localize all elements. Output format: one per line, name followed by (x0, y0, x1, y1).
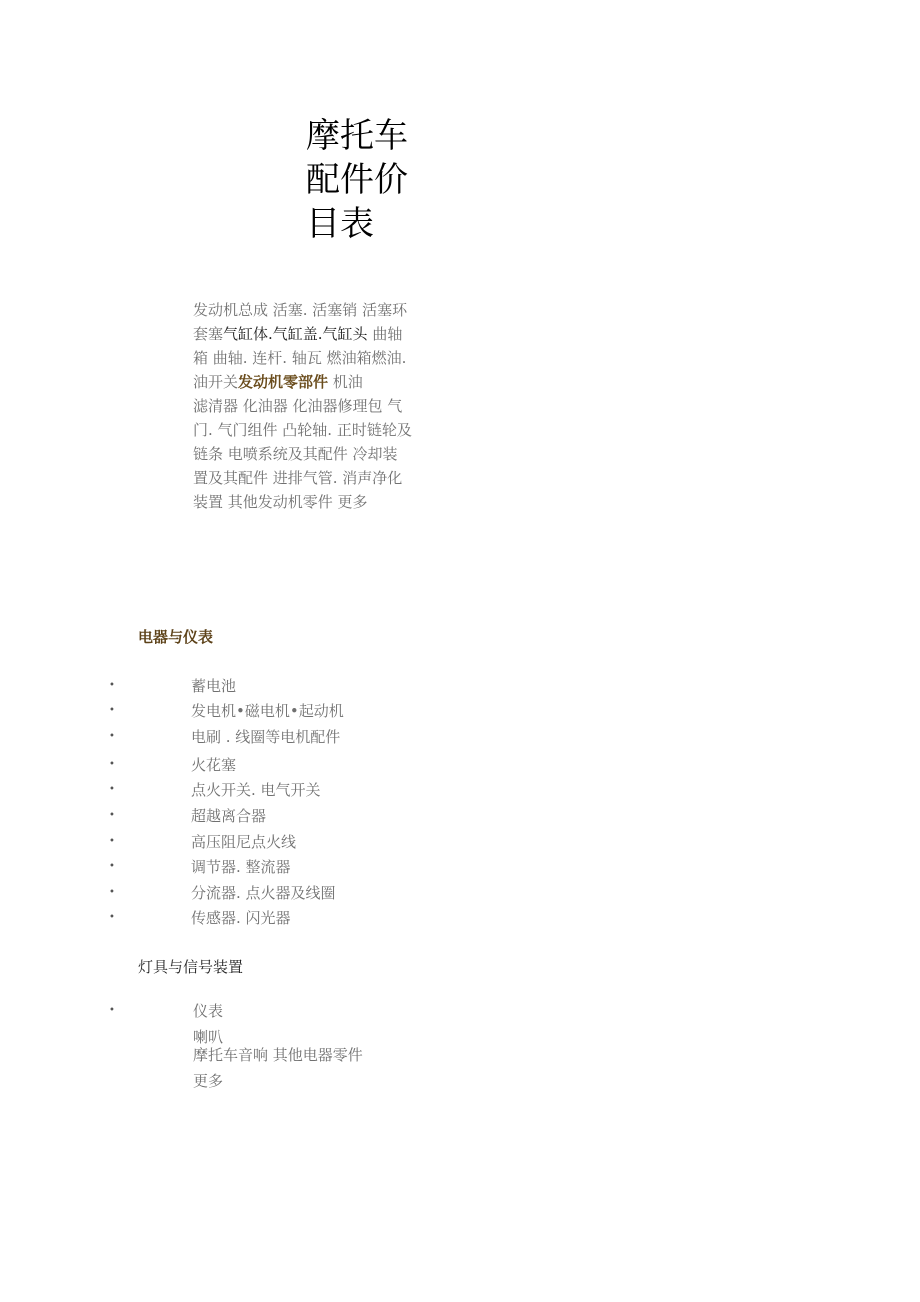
engine-line-8[interactable]: 置及其配件 进排气管. 消声净化 (193, 469, 403, 487)
list-item (0, 908, 500, 928)
list-item (0, 755, 500, 775)
list-item (0, 727, 500, 747)
engine-line-5[interactable]: 滤清器 化油器 化油器修理包 气 (193, 397, 403, 415)
engine-line-6[interactable]: 门. 气门组件 凸轮轴. 正时链轮及 (193, 421, 412, 439)
bullet-icon: • (109, 887, 115, 898)
list-item (0, 857, 500, 877)
list-item-link[interactable]: 蓄电池 (191, 677, 237, 695)
list-item (0, 806, 500, 826)
engine-parts-category-link[interactable]: 发动机零部件 (238, 373, 329, 391)
title-line-2: 配件价 (306, 160, 408, 200)
bullet-icon: • (109, 810, 115, 821)
list-item-link[interactable]: 调节器. 整流器 (191, 858, 291, 876)
bullet-icon: • (109, 912, 115, 923)
list-item (0, 676, 500, 696)
electrical-heading[interactable]: 电器与仪表 (138, 628, 214, 646)
engine-line-4-c[interactable]: 机油 (328, 373, 363, 391)
engine-line-7[interactable]: 链条 电喷系统及其配件 冷却装 (193, 445, 398, 463)
title-line-3: 目表 (306, 204, 374, 244)
engine-line-1: 发动机总成 活塞. 活塞销 活塞环 (193, 301, 408, 319)
list-item-link[interactable]: 发电机•磁电机•起动机 (191, 702, 344, 720)
list-item-link[interactable]: 电刷 . 线圈等电机配件 (191, 728, 341, 746)
list-item-link[interactable]: 超越离合器 (191, 807, 267, 825)
bullet-icon: • (109, 1005, 115, 1016)
bullet-icon: • (109, 731, 115, 742)
bullet-icon: • (109, 836, 115, 847)
list-item-link[interactable]: 传感器. 闪光器 (191, 909, 291, 927)
engine-line-2-a[interactable]: 套塞 (193, 325, 224, 343)
bullet-icon: • (109, 680, 115, 691)
cylinder-link[interactable]: 气缸体.气缸盖.气缸头 (223, 325, 368, 343)
audio-and-other-link[interactable]: 摩托车音响 其他电器零件 (193, 1046, 363, 1064)
bullet-icon: • (109, 784, 115, 795)
bullet-icon: • (109, 861, 115, 872)
list-item (0, 883, 500, 903)
engine-line-4-a[interactable]: 油开关 (193, 373, 239, 391)
list-item-link[interactable]: 仪表 (193, 1002, 224, 1020)
engine-parts-paragraph (193, 298, 412, 514)
engine-line-2-c[interactable]: 曲轴 (367, 325, 403, 343)
engine-line-3[interactable]: 箱 曲轴. 连杆. 轴瓦 燃油箱燃油. (193, 349, 407, 367)
title-line-1: 摩托车 (306, 116, 408, 156)
list-item (0, 1001, 500, 1021)
bullet-icon: • (109, 705, 115, 716)
list-item (0, 832, 500, 852)
engine-line-2 (193, 322, 412, 346)
list-item-link[interactable]: 高压阻尼点火线 (191, 833, 297, 851)
lamps-heading[interactable]: 灯具与信号装置 (138, 958, 244, 976)
list-item (0, 780, 500, 800)
engine-line-4 (193, 370, 412, 394)
bullet-icon: • (109, 759, 115, 770)
list-item (0, 701, 500, 721)
engine-line-9[interactable]: 装置 其他发动机零件 更多 (193, 493, 368, 511)
horn-link[interactable]: 喇叭 (193, 1028, 224, 1046)
list-item-link[interactable]: 分流器. 点火器及线圈 (191, 884, 336, 902)
list-item-link[interactable]: 点火开关. 电气开关 (191, 781, 321, 799)
more-link[interactable]: 更多 (193, 1072, 224, 1090)
list-item-link[interactable]: 火花塞 (191, 756, 237, 774)
page-title (306, 114, 408, 246)
